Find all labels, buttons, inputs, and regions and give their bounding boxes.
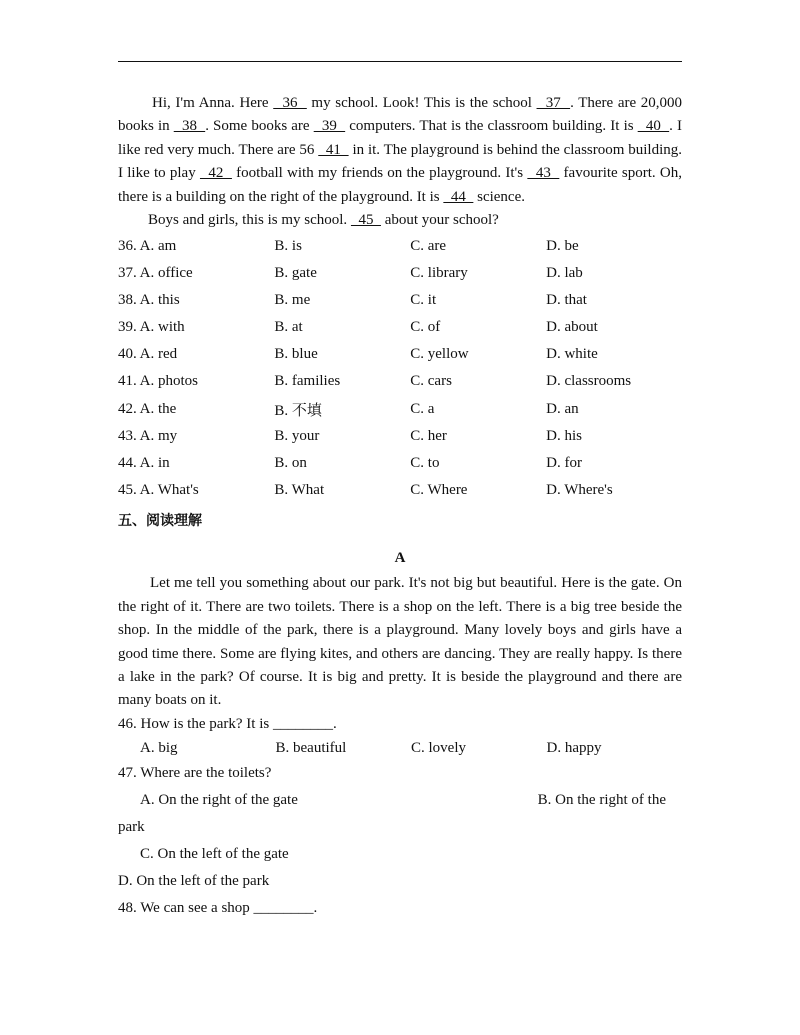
option[interactable]: B. On the right of the <box>537 792 666 809</box>
option[interactable]: D. be <box>546 237 579 254</box>
option-row <box>118 232 682 259</box>
cloze-paragraph-1 <box>118 92 682 209</box>
passage-title: A <box>394 549 406 566</box>
option[interactable]: C. library <box>410 264 468 281</box>
text-segment: football with my friends on the playground. It's <box>231 165 528 182</box>
text-segment: in it. The playground is behind the classroom building. I like to play <box>118 141 682 182</box>
option[interactable]: 42. A. the <box>118 400 177 417</box>
blank-number[interactable]: 40 <box>637 118 670 135</box>
option[interactable]: B. is <box>274 237 302 254</box>
question-47: 47. Where are the toilets? <box>118 765 272 782</box>
option[interactable]: 41. A. photos <box>118 373 199 390</box>
option[interactable]: C. it <box>410 291 437 308</box>
option[interactable]: 37. A. office <box>118 264 193 281</box>
option[interactable]: 38. A. this <box>118 291 180 308</box>
option[interactable]: C. are <box>410 237 447 254</box>
blank-number[interactable]: 39 <box>313 118 346 135</box>
reading-passage: Let me tell you something about our park. It's not big but beautiful. Here is the gate. On the right of it. There are two toilets. There is a shop on the left. There is a big tree beside the shop. In the middle of the park, there is a playground. Many lovely boys and girls have a good time there. Some are flying kites, and others are dancing. They are really happy. Is there a lake in the park? Of course. It is big and pretty. It is beside the playground and there are many boats on it. <box>118 575 682 709</box>
option-row <box>118 450 682 477</box>
cloze-options <box>118 232 682 504</box>
option[interactable]: D. Where's <box>546 482 613 499</box>
option[interactable]: 36. A. am <box>118 237 177 254</box>
option[interactable]: C. her <box>410 427 447 444</box>
option-row <box>118 477 682 504</box>
option[interactable]: D. an <box>546 400 579 417</box>
option[interactable]: D. that <box>546 291 587 308</box>
option-wrap: park <box>118 819 145 836</box>
option[interactable]: C. yellow <box>410 346 469 363</box>
option[interactable]: C. cars <box>410 373 452 390</box>
option[interactable]: C. lovely <box>411 739 466 756</box>
question-48: 48. We can see a shop ________. <box>118 900 318 917</box>
option[interactable]: D. for <box>546 455 582 472</box>
option[interactable]: 43. A. my <box>118 427 178 444</box>
option[interactable]: B. on <box>274 455 307 472</box>
text-segment: science. <box>473 188 525 205</box>
option[interactable]: B. gate <box>274 264 317 281</box>
option[interactable]: B. at <box>274 319 303 336</box>
text-segment: . I like red very much. There are 56 <box>118 118 682 158</box>
blank-number[interactable]: 45 <box>350 212 381 229</box>
blank-number[interactable]: 38 <box>173 118 206 135</box>
header-rule <box>118 61 682 62</box>
question-46: 46. How is the park? It is ________. <box>118 716 337 732</box>
blank-number[interactable]: 41 <box>318 141 349 158</box>
text-segment: computers. That is the classroom building. It is <box>345 118 638 135</box>
option-row <box>118 260 682 287</box>
option[interactable]: B. families <box>274 373 341 390</box>
option-row <box>118 368 682 395</box>
option[interactable]: B. me <box>274 291 311 308</box>
option[interactable]: D. lab <box>546 264 583 281</box>
option[interactable]: C. to <box>410 455 440 472</box>
blank-number[interactable]: 36 <box>273 95 307 111</box>
text-segment: . Some books are <box>205 118 314 135</box>
question-46-options <box>118 736 682 760</box>
blank-number[interactable]: 37 <box>536 95 571 111</box>
option[interactable]: B. 不填 <box>274 402 322 419</box>
option-row <box>118 287 682 314</box>
option[interactable]: A. big <box>140 739 178 756</box>
text-segment: my school. Look! This is the school <box>306 95 537 111</box>
option-row <box>118 423 682 450</box>
option[interactable]: B. What <box>274 482 325 499</box>
option[interactable]: C. of <box>410 319 441 336</box>
blank-number[interactable]: 42 <box>199 165 232 182</box>
option[interactable]: B. blue <box>274 346 318 363</box>
question-47-options-ab <box>118 787 682 814</box>
option[interactable]: D. his <box>546 427 582 444</box>
blank-number[interactable]: 43 <box>527 165 560 182</box>
text-segment: about your school? <box>380 212 499 229</box>
option[interactable]: D. happy <box>546 739 602 756</box>
option[interactable]: D. classrooms <box>546 373 632 390</box>
option[interactable]: D. On the left of the park <box>118 873 270 890</box>
text-segment: . There are 20,000 books in <box>118 95 683 135</box>
document-body <box>118 92 682 922</box>
option[interactable]: 44. A. in <box>118 455 170 472</box>
option[interactable]: C. Where <box>410 482 468 499</box>
option[interactable]: B. your <box>274 427 320 444</box>
option[interactable]: D. about <box>546 319 598 336</box>
option-row <box>118 314 682 341</box>
option[interactable]: 45. A. What's <box>118 482 199 499</box>
text-segment: Boys and girls, this is my school. <box>148 212 351 229</box>
option[interactable]: 40. A. red <box>118 346 178 363</box>
option[interactable]: B. beautiful <box>275 739 347 756</box>
option[interactable]: A. On the right of the gate <box>140 792 298 809</box>
option[interactable]: 39. A. with <box>118 319 185 336</box>
option[interactable]: C. a <box>410 400 435 417</box>
text-segment: favourite sport. Oh, there is a building on the right of the playground. It is <box>118 165 683 205</box>
cloze-paragraph-2 <box>118 209 682 232</box>
option-row <box>118 396 682 423</box>
text-segment: Hi, I'm Anna. Here <box>152 95 274 111</box>
blank-number[interactable]: 44 <box>443 188 474 205</box>
option[interactable]: D. white <box>546 346 598 363</box>
option-row <box>118 341 682 368</box>
section-title: 五、阅读理解 <box>118 513 202 530</box>
option[interactable]: C. On the left of the gate <box>140 846 289 863</box>
